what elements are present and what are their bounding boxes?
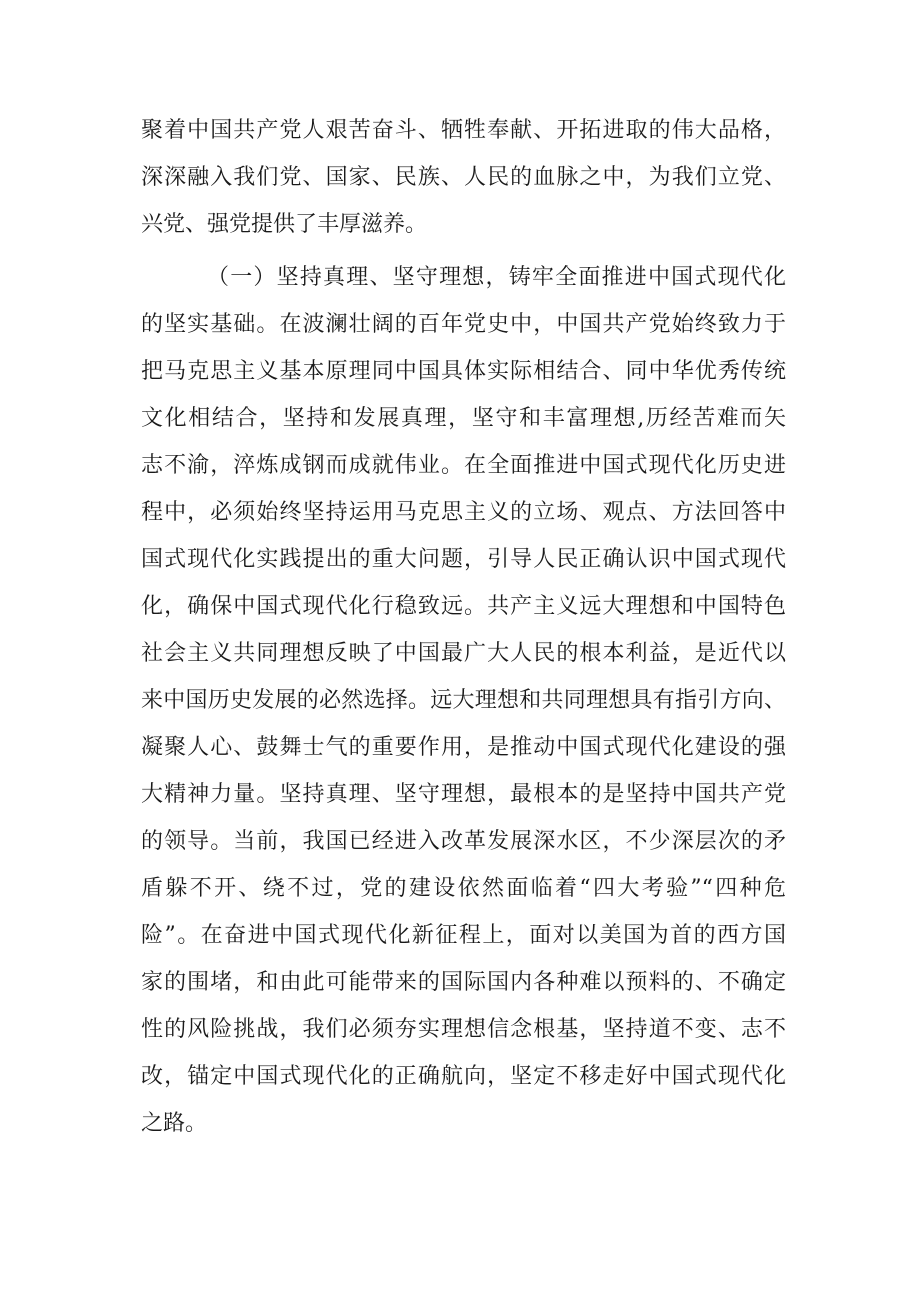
text-line: 凝聚人心、鼓舞士气的重要作用，是推动中国式现代化建设的强 xyxy=(141,735,786,760)
text-line: 来中国历史发展的必然选择。远大理想和共同理想具有指引方向、 xyxy=(141,688,786,713)
text-line: 聚着中国共产党人艰苦奋斗、牺牲奉献、开拓进取的伟大品格， xyxy=(141,118,786,143)
text-line: 之路。 xyxy=(141,1111,208,1136)
section-heading-line: （一）坚持真理、坚守理想，铸牢全面推进中国式现代化 xyxy=(207,265,786,290)
text-line: 的坚实基础。在波澜壮阔的百年党史中，中国共产党始终致力于 xyxy=(141,312,786,337)
text-line: 性的风险挑战，我们必须夯实理想信念根基，坚持道不变、志不 xyxy=(141,1017,786,1042)
text-line: 社会主义共同理想反映了中国最广大人民的根本利益，是近代以 xyxy=(141,641,786,666)
text-line: 化，确保中国式现代化行稳致远。共产主义远大理想和中国特色 xyxy=(141,594,786,619)
paragraph-continuation xyxy=(141,107,786,248)
text-line: 兴党、强党提供了丰厚滋养。 xyxy=(141,212,428,237)
text-line: 志不渝，淬炼成钢而成就伟业。在全面推进中国式现代化历史进 xyxy=(141,453,786,478)
text-line: 的领导。当前，我国已经进入改革发展深水区，不少深层次的矛 xyxy=(141,829,786,854)
paragraph-section-one xyxy=(141,254,786,1147)
text-line: 把马克思主义基本原理同中国具体实际相结合、同中华优秀传统 xyxy=(141,359,786,384)
text-line: 改，锚定中国式现代化的正确航向，坚定不移走好中国式现代化 xyxy=(141,1064,786,1089)
text-line: 大精神力量。坚持真理、坚守理想，最根本的是坚持中国共产党 xyxy=(141,782,786,807)
text-line: 盾躲不开、绕不过，党的建设依然面临着“四大考验”“四种危 xyxy=(141,876,786,901)
text-line: 程中，必须始终坚持运用马克思主义的立场、观点、方法回答中 xyxy=(141,500,786,525)
text-line: 深深融入我们党、国家、民族、人民的血脉之中，为我们立党、 xyxy=(141,165,786,190)
text-line: 家的围堵，和由此可能带来的国际国内各种难以预料的、不确定 xyxy=(141,970,786,995)
text-line: 险”。在奋进中国式现代化新征程上，面对以美国为首的西方国 xyxy=(141,923,786,948)
text-line: 文化相结合，坚持和发展真理，坚守和丰富理想,历经苦难而矢 xyxy=(141,406,786,431)
text-line: 国式现代化实践提出的重大问题，引导人民正确认识中国式现代 xyxy=(141,547,786,572)
